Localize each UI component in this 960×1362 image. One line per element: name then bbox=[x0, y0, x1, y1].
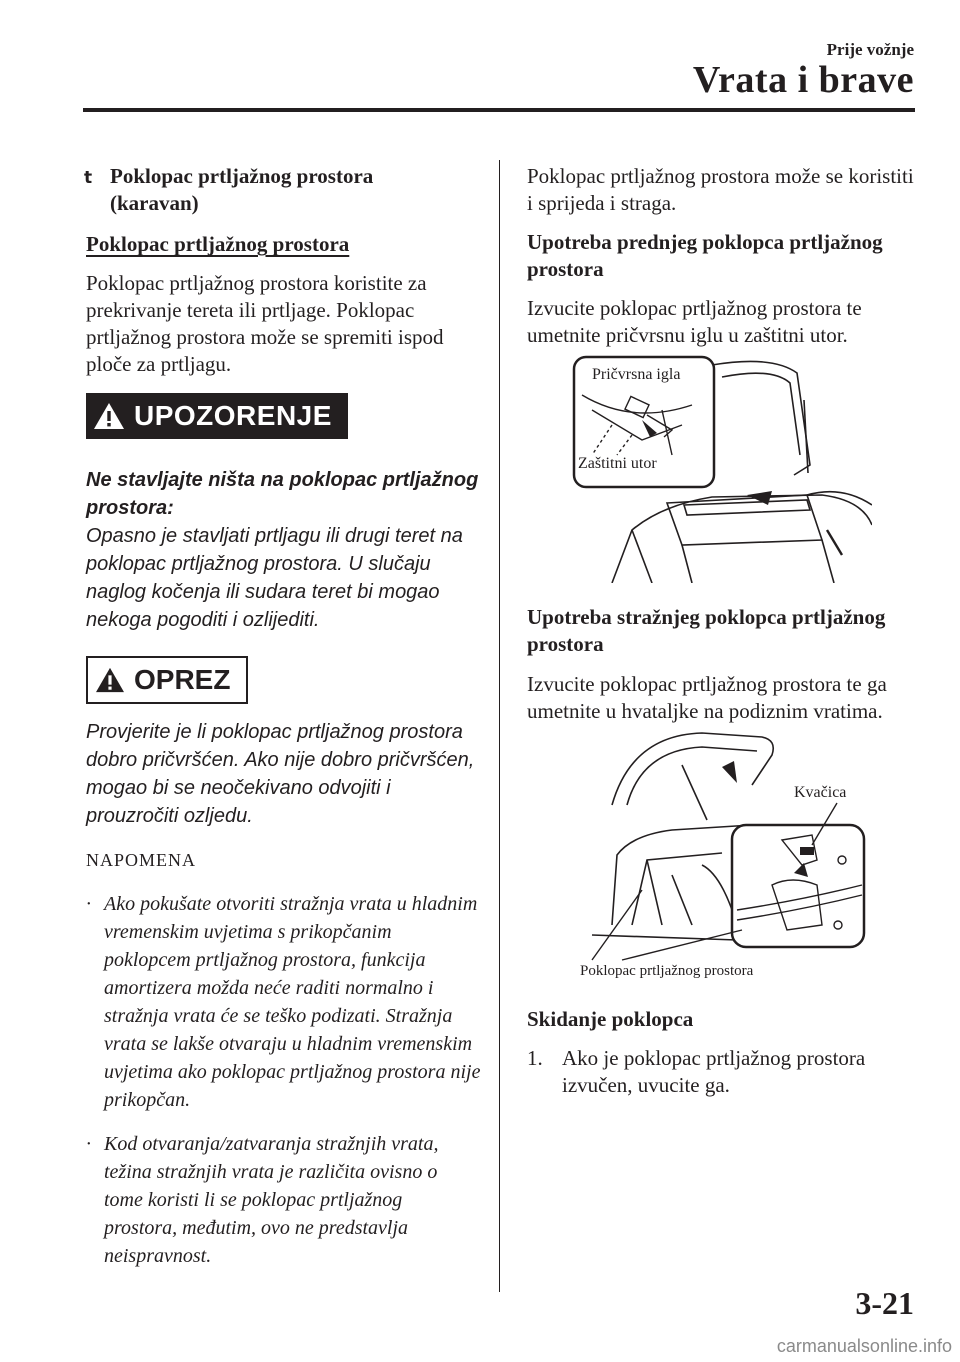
front-cover-heading: Upotreba prednjeg poklopca prtljažnog prostora bbox=[527, 230, 883, 281]
warning-label: UPOZORENJE bbox=[134, 400, 332, 431]
figure-front-cover bbox=[572, 355, 872, 583]
fig2-label-hook: Kvačica bbox=[794, 784, 847, 801]
warning-banner bbox=[86, 393, 348, 439]
page-number: 3-21 bbox=[855, 1285, 914, 1321]
fig1-label-slot: Zaštitni utor bbox=[578, 455, 657, 472]
intro-paragraph: Poklopac prtljažnog prostora koristite za prekrivanje tereta ili prtljage. Poklopac prtljažnog prostora može se spremiti ispod ploče za prtljagu. bbox=[86, 271, 444, 376]
note-item bbox=[86, 890, 481, 1114]
bullet-dot-icon: · bbox=[86, 893, 91, 915]
note-label: NAPOMENA bbox=[86, 850, 197, 870]
header-rule bbox=[83, 108, 915, 112]
step-text: Ako je poklopac prtljažnog prostora izvučen, uvucite ga. bbox=[562, 1046, 866, 1097]
rear-cover-text: Izvucite poklopac prtljažnog prostora te ga umetnite u hvataljke na podiznim vratima. bbox=[527, 672, 887, 723]
bullet-dot-icon: · bbox=[86, 1133, 91, 1155]
caution-label: OPREZ bbox=[134, 664, 231, 695]
chapter-title: Vrata i brave bbox=[692, 59, 914, 101]
fig2-label-cover: Poklopac prtljažnog prostora bbox=[580, 963, 754, 979]
note-text: Ako pokušate otvoriti stražnja vrata u hladnim vremenskim uvjetima s prikopčanim poklopcem prtljažnog prostora, funkcija amortizera možda neće raditi normalno i stražnja vrata će se teško podizati. Stražnja vrata se lakše otvaraju u hladnim vremenskim uvjetima ako poklopac prtljažnog prostora nije prikopčan. bbox=[104, 893, 481, 1111]
note-text: Kod otvaranja/zatvaranja stražnjih vrata, težina stražnjih vrata je različita ovisno o tome koristi li se poklopac prtljažnog prostora, međutim, ovo ne predstavlja neispravnost. bbox=[104, 1133, 439, 1267]
fig1-label-pin: Pričvrsna igla bbox=[592, 366, 681, 383]
rear-cover-heading: Upotreba stražnjeg poklopca prtljažnog prostora bbox=[527, 605, 886, 656]
right-intro: Poklopac prtljažnog prostora može se koristiti i sprijeda i straga. bbox=[527, 164, 914, 215]
caution-triangle-icon bbox=[94, 666, 126, 694]
remove-heading: Skidanje poklopca bbox=[527, 1007, 694, 1031]
section-title: Prije vožnje bbox=[826, 40, 914, 59]
caution-banner bbox=[86, 656, 248, 704]
subsection-heading: Poklopac prtljažnog prostora bbox=[86, 232, 350, 256]
section-heading: Poklopac prtljažnog prostora (karavan) bbox=[110, 164, 374, 215]
front-cover-text: Izvucite poklopac prtljažnog prostora te umetnite pričvrsnu iglu u zaštitni utor. bbox=[527, 296, 862, 347]
watermark: carmanualsonline.info bbox=[776, 1336, 952, 1356]
caution-text: Provjerite je li poklopac prtljažnog prostora dobro pričvršćen. Ako nije dobro pričvršćen, mogao bi se neočekivano odvojiti i prouzročiti ozljedu. bbox=[86, 721, 475, 827]
heading-bullet-icon: t bbox=[84, 168, 93, 188]
warning-text: Opasno je stavljati prtljagu ili drugi teret na poklopac prtljažnog prostora. U slučaju naglog kočenja ili sudara teret bi mogao nekoga pogoditi i ozlijediti. bbox=[86, 525, 463, 631]
column-divider bbox=[499, 160, 500, 1292]
note-item bbox=[86, 1130, 476, 1270]
figure-rear-cover bbox=[572, 725, 872, 985]
warning-title: Ne stavljajte ništa na poklopac prtljažnog prostora: bbox=[86, 469, 479, 519]
step-number: 1. bbox=[527, 1046, 543, 1070]
warning-triangle-icon bbox=[92, 401, 126, 431]
